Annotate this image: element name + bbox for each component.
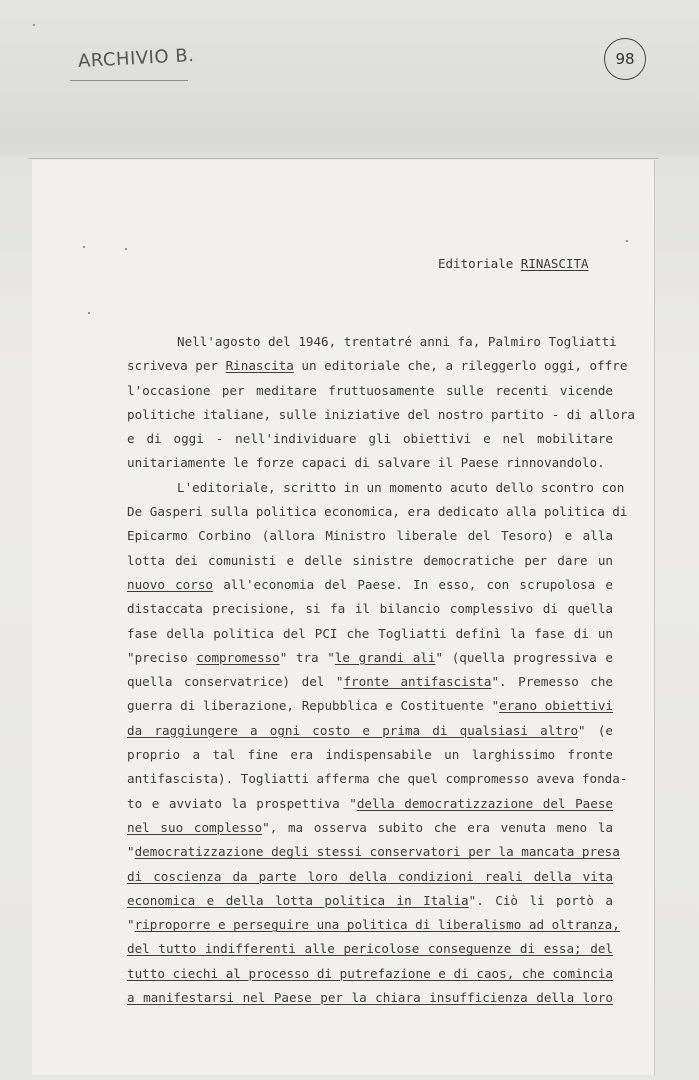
underlined-phrase: riproporre e perseguire una politica di liberalismo ad oltranza, [134, 917, 620, 933]
handwritten-archive-note: ARCHIVIO B. [77, 44, 195, 73]
underlined-phrase: erano obiettivi [499, 698, 613, 714]
text-line [127, 840, 620, 864]
text-segment: De Gasperi sulla politica economica, era dedicato alla politica di [127, 504, 628, 520]
text-line [127, 403, 635, 427]
sheet-top-edge [28, 158, 658, 159]
text-line [127, 427, 613, 451]
text-line [127, 330, 617, 354]
text-line [127, 597, 613, 621]
text-segment: quella conservatrice) del " [127, 674, 344, 690]
text-segment: fase della politica del PCI che Togliatti definì la fase di un [127, 625, 613, 641]
underlined-phrase: fronte antifascista [343, 674, 492, 690]
text-line [127, 889, 613, 913]
underlined-phrase: del tutto indifferenti alle pericolose conseguenze di essa; del [127, 941, 613, 957]
folio-number-circle: 98 [604, 38, 646, 80]
underlined-phrase: di coscienza da parte loro della condizioni reali della vita [127, 868, 613, 884]
text-segment: L'editoriale, scritto in un momento acuto dello scontro con [177, 479, 625, 495]
text-line [127, 694, 613, 718]
text-segment: l'occasione per meditare fruttuosamente sulle recenti vicende [127, 382, 613, 398]
underlined-phrase: nuovo corso [127, 576, 214, 592]
text-line [127, 622, 613, 646]
scan-speck [626, 240, 628, 242]
text-segment: " tra " [279, 649, 335, 665]
text-segment: Epicarmo Corbino (allora Ministro liberale del Tesoro) e alla [127, 528, 613, 544]
text-line [127, 379, 613, 403]
text-line [127, 670, 613, 694]
text-line [127, 719, 613, 743]
text-line [127, 476, 625, 500]
underlined-phrase: tutto ciechi al processo di putrefazione e di caos, che comincia [127, 965, 613, 981]
underlined-phrase: a manifestarsi nel Paese per la chiara insufficienza della loro [127, 990, 613, 1006]
text-segment: " (quella progressiva e [435, 649, 613, 665]
header-prefix: Editoriale [438, 256, 521, 271]
text-segment: scriveva per [127, 358, 226, 374]
text-segment: " [127, 844, 135, 860]
underlined-phrase: democratizzazione degli stessi conservatori per la mancata presa [134, 844, 620, 860]
text-segment: proprio a tal fine era indispensabile un larghissimo fronte [127, 747, 613, 763]
text-line [127, 549, 613, 573]
underlined-phrase: economica e della lotta politica in Italia [127, 892, 469, 908]
text-segment: ", ma osserva subito che era venuta meno la [262, 819, 613, 835]
text-segment: ". Ciò li portò a [468, 892, 613, 908]
text-line [127, 451, 613, 475]
underlined-phrase: da raggiungere a ogni costo e prima di qualsiasi altro [127, 722, 579, 738]
editorial-body-text [127, 330, 635, 1010]
scan-speck [33, 24, 35, 26]
text-segment: " [127, 917, 135, 933]
scan-speck [88, 312, 90, 314]
text-segment: all'economia del Paese. In esso, con scrupolosa e [213, 576, 613, 592]
header-publication: RINASCITA [520, 256, 589, 271]
text-segment: un editoriale che, a rileggerlo oggi, offre [293, 358, 628, 374]
text-segment: politiche italiane, sulle iniziative del nostro partito - di allora [127, 406, 635, 422]
text-segment: to e avviato la prospettiva " [127, 795, 357, 811]
text-segment: distaccata precisione, si fa il bilancio complessivo di quella [127, 601, 613, 617]
archive-note-underline [70, 80, 188, 81]
text-line [127, 573, 613, 597]
text-line [127, 986, 613, 1010]
underlined-phrase: le grandi ali [334, 649, 436, 665]
text-segment: "preciso [127, 649, 197, 665]
text-line [127, 865, 613, 889]
scan-speck [125, 248, 127, 250]
text-line [127, 646, 613, 670]
text-line [127, 816, 613, 840]
text-line [127, 792, 613, 816]
underlined-phrase: Rinascita [225, 358, 294, 374]
scan-speck [83, 246, 85, 248]
text-segment: e di oggi - nell'individuare gli obiettivi e nel mobilitare [127, 431, 613, 447]
text-line [127, 767, 628, 791]
text-line [127, 354, 628, 378]
text-segment: guerra di liberazione, Repubblica e Costituente " [127, 698, 500, 714]
text-segment: Nell'agosto del 1946, trentatré anni fa, Palmiro Togliatti [177, 334, 617, 349]
text-segment: ". Premesso che [491, 674, 614, 690]
underlined-phrase: compromesso [196, 649, 280, 665]
text-segment: antifascista). Togliatti afferma che quel compromesso aveva fonda- [127, 771, 628, 787]
text-line [127, 937, 613, 961]
text-line [127, 962, 613, 986]
text-line [127, 913, 620, 937]
underlined-phrase: nel suo complesso [127, 819, 263, 835]
text-segment: " (e [578, 722, 613, 738]
text-segment: lotta dei comunisti e delle sinistre democratiche per dare un [127, 552, 613, 568]
text-segment: unitariamente le forze capaci di salvare il Paese rinnovandolo. [127, 455, 605, 471]
underlined-phrase: della democratizzazione del Paese [356, 795, 613, 811]
editorial-header [438, 256, 589, 271]
text-line [127, 524, 613, 548]
text-line [127, 743, 613, 767]
text-line [127, 500, 628, 524]
